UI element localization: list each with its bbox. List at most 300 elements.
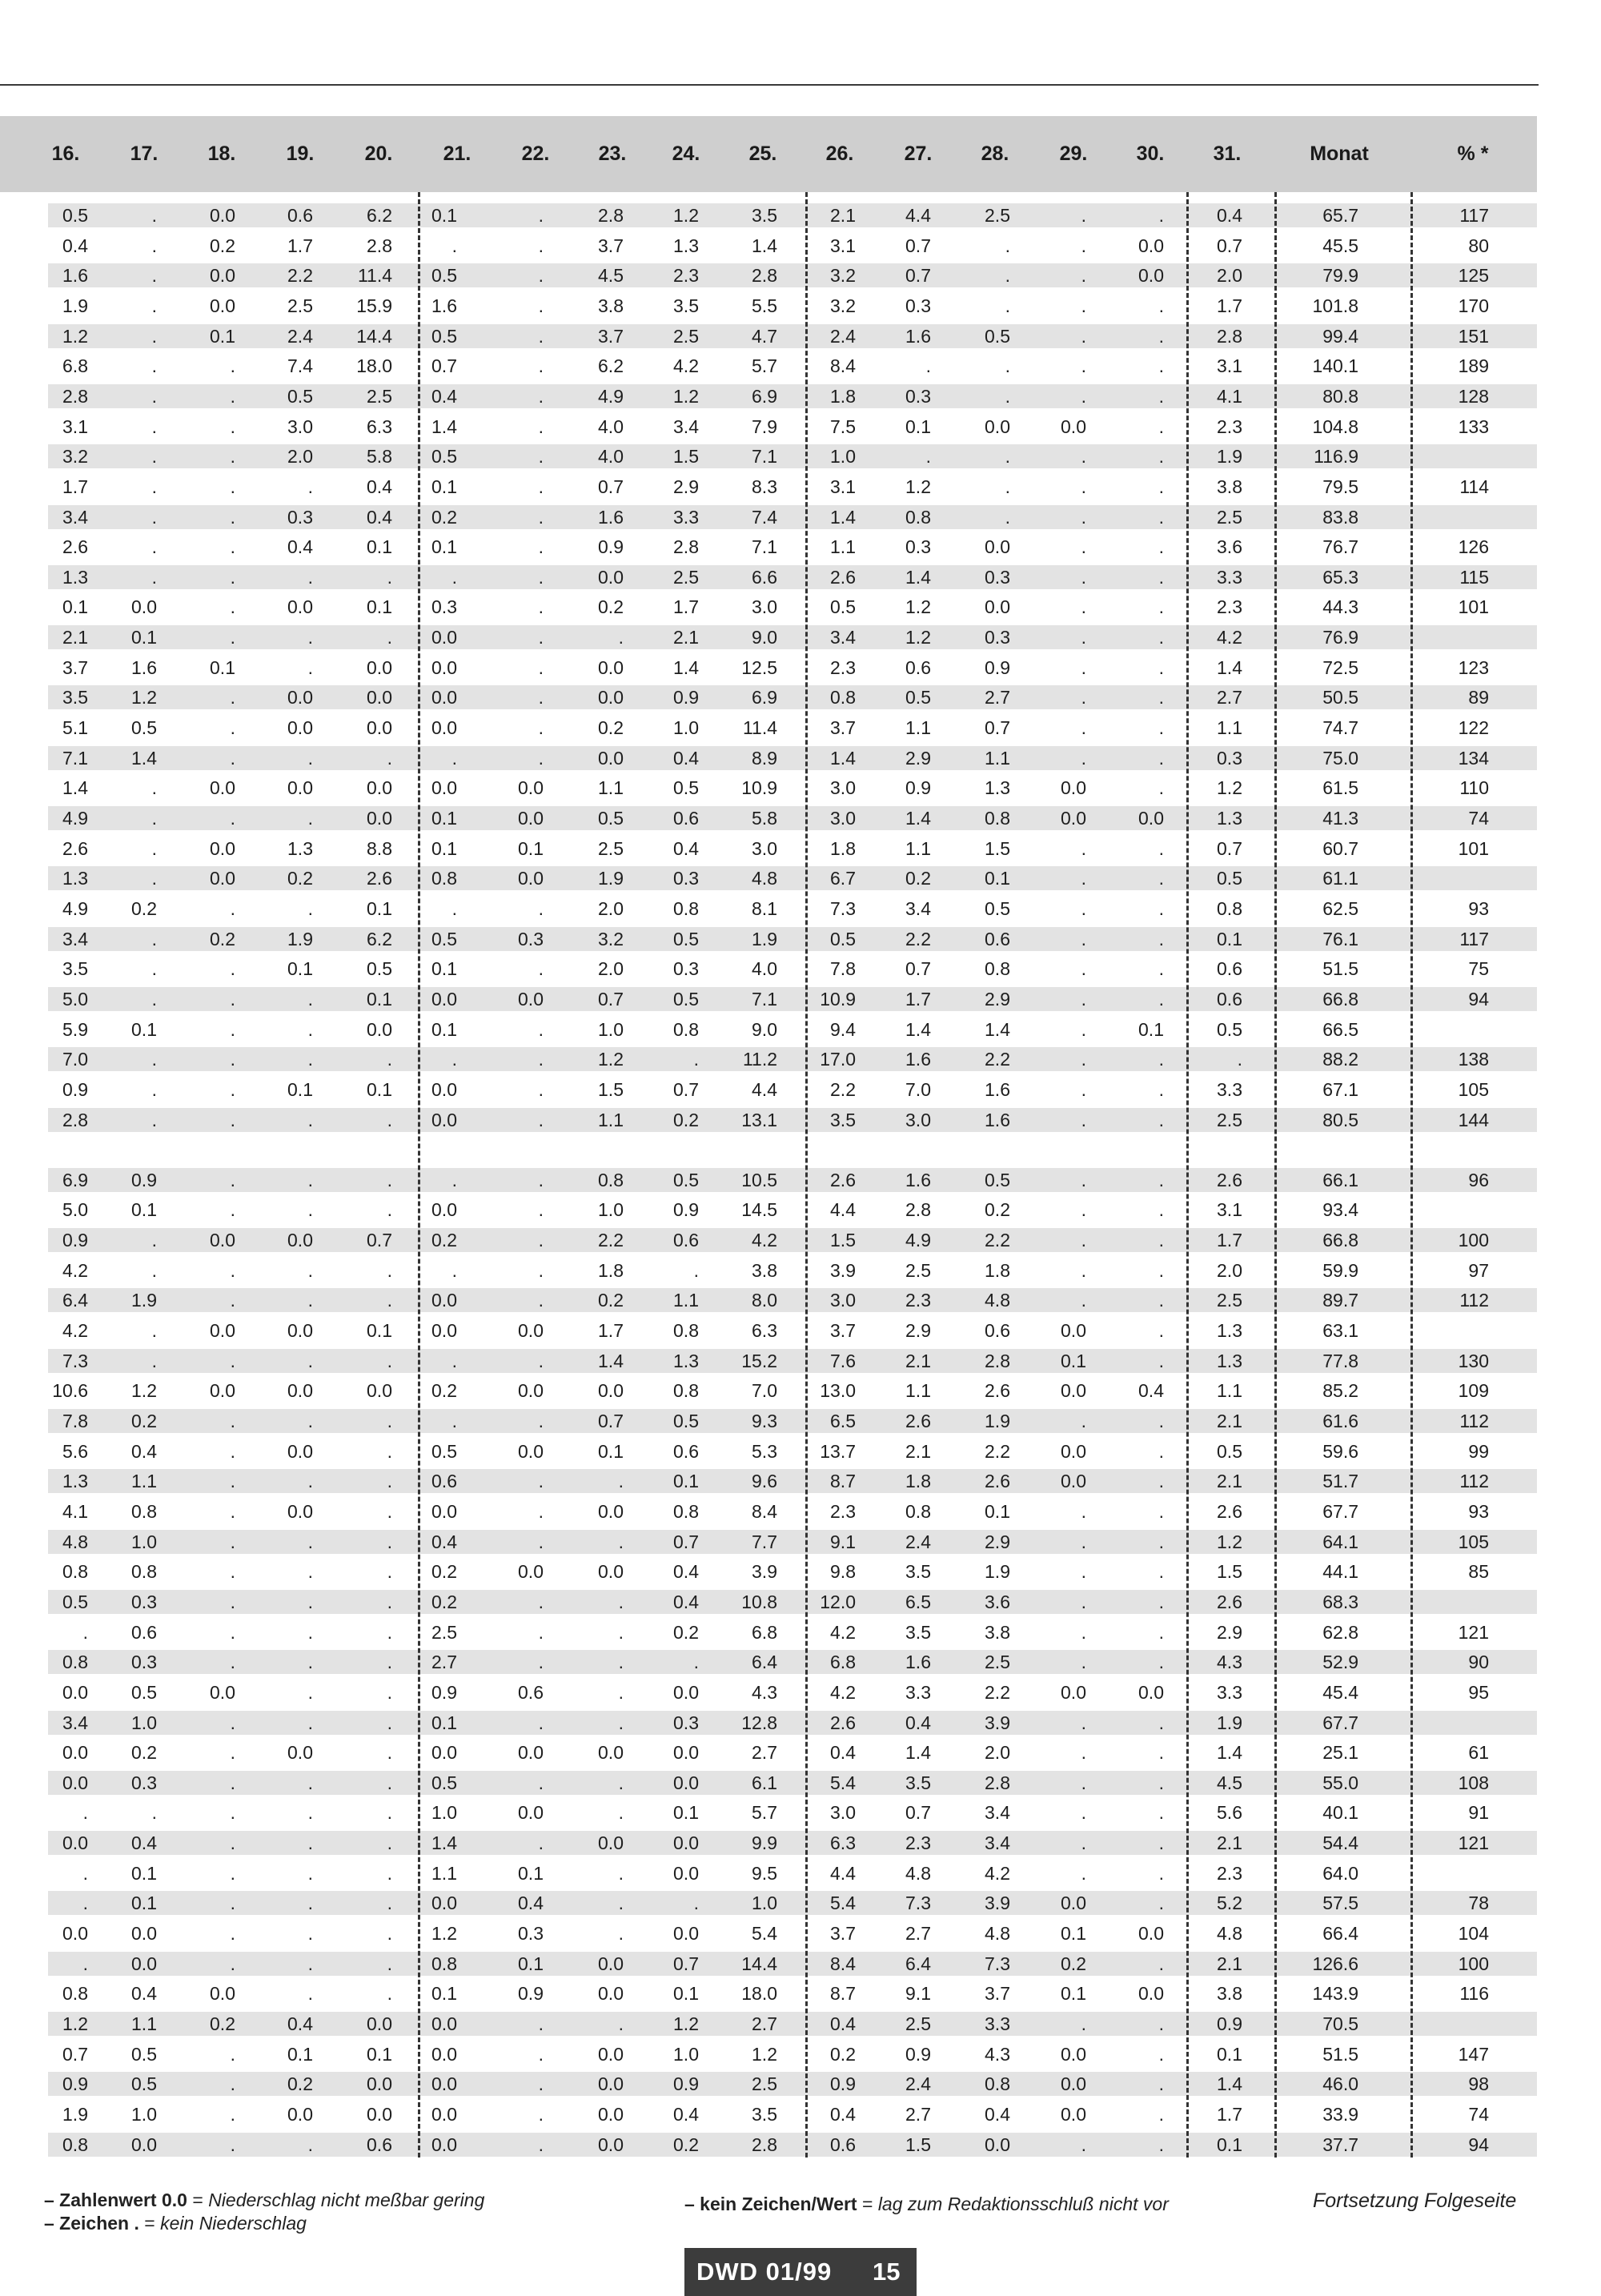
table-cell: 4.1: [1217, 385, 1242, 407]
table-cell: 0.9: [830, 2073, 856, 2095]
table-cell: 1.9: [131, 1290, 157, 1311]
table-cell: 0.0: [431, 2133, 457, 2155]
table-cell: 0.0: [1138, 1681, 1164, 1703]
table-cell: 0.7: [431, 355, 457, 377]
table-cell: 0.7: [598, 988, 624, 1010]
table-cell: 83.8: [1322, 506, 1358, 528]
table-cell: 123: [1458, 656, 1489, 678]
table-cell: .: [1158, 205, 1164, 226]
table-cell: .: [230, 1109, 235, 1130]
table-cell: 60.7: [1322, 837, 1358, 859]
table-cell: 18.0: [356, 355, 392, 377]
table-cell: 1.3: [673, 235, 699, 256]
table-cell: 1.4: [1217, 656, 1242, 678]
table-cell: 134: [1458, 747, 1489, 769]
table-cell: 2.5: [905, 1259, 931, 1281]
table-cell: 2.3: [830, 1500, 856, 1522]
table-cell: .: [307, 1049, 313, 1070]
table-cell: 1.9: [62, 295, 88, 316]
table-cell: 0.0: [210, 777, 235, 799]
table-cell: 0.9: [673, 687, 699, 708]
table-cell: .: [230, 988, 235, 1010]
table-cell: 128: [1458, 385, 1489, 407]
table-cell: 2.8: [62, 385, 88, 407]
table-cell: 0.0: [1061, 1320, 1086, 1342]
table-cell: .: [1158, 1471, 1164, 1492]
table-cell: [1433, 442, 1489, 472]
table-cell: .: [451, 1259, 457, 1281]
table-cell: 0.0: [1138, 265, 1164, 287]
table-cell: 9.1: [830, 1531, 856, 1552]
table-cell: 3.3: [1217, 1681, 1242, 1703]
table-cell: 0.3: [673, 1712, 699, 1733]
table-cell: 1.0: [752, 1893, 777, 1914]
table-cell: 2.6: [1217, 1591, 1242, 1612]
table-cell: 3.8: [598, 295, 624, 316]
table-cell: 1.1: [598, 1109, 624, 1130]
table-cell: 2.0: [1217, 265, 1242, 287]
table-cell: 2.3: [830, 656, 856, 678]
table-cell: .: [151, 958, 157, 980]
table-cell: 0.4: [287, 536, 313, 558]
table-cell: .: [1081, 385, 1086, 407]
table-cell: 54.4: [1322, 1832, 1358, 1854]
table-cell: .: [1158, 1652, 1164, 1673]
table-cell: .: [307, 897, 313, 919]
legend-no-precip-line: [44, 2213, 307, 2234]
table-cell: .: [151, 928, 157, 949]
table-cell: 15.2: [741, 1350, 777, 1371]
table-cell: 91: [1468, 1802, 1489, 1824]
table-cell: .: [230, 1862, 235, 1884]
table-cell: 3.4: [985, 1802, 1010, 1824]
table-cell: .: [618, 1893, 624, 1914]
table-cell: 5.0: [62, 1199, 88, 1221]
legend-eq: =: [192, 2190, 203, 2210]
table-cell: 1.1: [131, 1471, 157, 1492]
table-cell: 0.9: [131, 1169, 157, 1190]
table-cell: .: [538, 1350, 544, 1371]
table-cell: 0.0: [287, 687, 313, 708]
table-cell: 5.7: [752, 1802, 777, 1824]
table-cell: 0.1: [598, 1440, 624, 1462]
table-cell: 0.0: [1061, 1893, 1086, 1914]
table-cell: .: [307, 1923, 313, 1945]
table-cell: 0.9: [673, 1199, 699, 1221]
table-cell: .: [1081, 928, 1086, 949]
table-cell: 1.5: [673, 446, 699, 468]
table-cell: 9.4: [830, 1018, 856, 1040]
table-cell: 0.5: [431, 928, 457, 949]
table-cell: 45.5: [1322, 235, 1358, 256]
table-cell: 6.2: [598, 355, 624, 377]
table-cell: 1.5: [905, 2133, 931, 2155]
table-cell: .: [151, 295, 157, 316]
table-cell: 0.0: [1061, 2073, 1086, 2095]
table-cell: 59.9: [1322, 1259, 1358, 1281]
table-cell: .: [451, 566, 457, 588]
table-cell: 65.7: [1322, 205, 1358, 226]
table-cell: 2.2: [905, 928, 931, 949]
table-cell: 114: [1459, 476, 1489, 497]
table-cell: .: [1005, 506, 1010, 528]
table-cell: .: [1081, 1290, 1086, 1311]
table-cell: 0.4: [367, 476, 392, 497]
table-cell: .: [307, 1621, 313, 1643]
table-cell: .: [1081, 596, 1086, 618]
table-cell: 0.2: [673, 2133, 699, 2155]
table-cell: 115: [1459, 566, 1489, 588]
table-cell: .: [151, 385, 157, 407]
table-cell: .: [307, 1953, 313, 1974]
table-cell: 101: [1458, 596, 1489, 618]
table-cell: 0.0: [1138, 1983, 1164, 2005]
table-cell: 72.5: [1322, 656, 1358, 678]
table-cell: 99: [1468, 1440, 1489, 1462]
table-cell: .: [1158, 1862, 1164, 1884]
table-cell: 1.3: [62, 566, 88, 588]
table-cell: .: [1158, 446, 1164, 468]
table-cell: .: [1158, 958, 1164, 980]
table-cell: .: [230, 536, 235, 558]
table-cell: 2.9: [673, 476, 699, 497]
table-cell: 3.7: [985, 1983, 1010, 2005]
table-cell: 1.4: [673, 656, 699, 678]
table-cell: .: [538, 1500, 544, 1522]
table-cell: 1.9: [985, 1411, 1010, 1431]
table-cell: 0.4: [62, 235, 88, 256]
table-cell: 4.4: [830, 1862, 856, 1884]
table-cell: 0.1: [367, 1320, 392, 1342]
table-cell: 0.5: [431, 265, 457, 287]
table-cell: 2.6: [1217, 1500, 1242, 1522]
table-cell: 7.3: [830, 897, 856, 919]
table-cell: 89.7: [1322, 1290, 1358, 1311]
table-cell: 0.8: [62, 1652, 88, 1673]
table-cell: 0.1: [1217, 928, 1242, 949]
table-cell: 2.6: [985, 1471, 1010, 1492]
table-cell: 2.0: [985, 1742, 1010, 1764]
table-cell: .: [1005, 355, 1010, 377]
table-cell: 52.9: [1322, 1652, 1358, 1673]
table-cell: 7.3: [905, 1893, 931, 1914]
table-cell: 1.6: [985, 1109, 1010, 1130]
table-cell: [1433, 1859, 1489, 1889]
table-cell: 6.8: [62, 355, 88, 377]
table-cell: 0.2: [287, 868, 313, 889]
table-cell: .: [1158, 2133, 1164, 2155]
table-cell: 65.3: [1322, 566, 1358, 588]
table-cell: 1.0: [131, 1712, 157, 1733]
table-cell: .: [230, 1199, 235, 1221]
table-cell: 0.1: [131, 1893, 157, 1914]
table-cell: 0.3: [431, 596, 457, 618]
table-cell: 0.3: [985, 566, 1010, 588]
table-cell: 64.0: [1322, 1862, 1358, 1884]
table-cell: .: [1158, 2043, 1164, 2065]
table-cell: 117: [1459, 928, 1489, 949]
table-cell: 3.5: [905, 1772, 931, 1793]
table-cell: .: [538, 747, 544, 769]
table-cell: .: [387, 1832, 392, 1854]
table-cell: 67.7: [1322, 1712, 1358, 1733]
column-header-3: 18.: [207, 142, 236, 165]
column-header-1: 16.: [51, 142, 80, 165]
table-cell: 108: [1458, 1772, 1489, 1793]
table-cell: 1.7: [1217, 295, 1242, 316]
table-cell: 0.8: [431, 868, 457, 889]
table-cell: .: [151, 777, 157, 799]
table-cell: 7.4: [287, 355, 313, 377]
table-cell: 3.4: [62, 928, 88, 949]
table-cell: 0.0: [1061, 777, 1086, 799]
table-cell: .: [1081, 958, 1086, 980]
table-cell: 14.4: [356, 325, 392, 347]
table-cell: .: [1158, 687, 1164, 708]
table-cell: 0.0: [210, 1320, 235, 1342]
table-cell: 4.9: [905, 1230, 931, 1251]
table-cell: 0.8: [62, 2133, 88, 2155]
table-cell: 3.1: [830, 235, 856, 256]
table-cell: 3.0: [830, 1802, 856, 1824]
table-cell: 4.8: [985, 1923, 1010, 1945]
table-cell: .: [1158, 536, 1164, 558]
table-cell: 3.0: [830, 808, 856, 829]
table-cell: 0.6: [287, 205, 313, 226]
table-cell: 80: [1468, 235, 1489, 256]
table-cell: .: [307, 2133, 313, 2155]
table-cell: .: [1158, 596, 1164, 618]
table-cell: 8.9: [752, 747, 777, 769]
table-cell: .: [1158, 325, 1164, 347]
table-cell: 0.0: [598, 2103, 624, 2125]
table-cell: 2.3: [905, 1290, 931, 1311]
table-cell: .: [82, 1802, 88, 1824]
table-cell: 0.0: [431, 687, 457, 708]
table-cell: 2.6: [905, 1411, 931, 1431]
table-cell: 0.0: [367, 1018, 392, 1040]
table-cell: 4.4: [905, 205, 931, 226]
column-header-14: 29.: [1059, 142, 1088, 165]
table-cell: 0.8: [673, 1018, 699, 1040]
table-cell: 0.5: [1217, 868, 1242, 889]
table-cell: .: [618, 1923, 624, 1945]
table-cell: 1.0: [598, 1199, 624, 1221]
table-cell: 0.3: [673, 868, 699, 889]
table-cell: 85.2: [1322, 1380, 1358, 1402]
table-cell: .: [1158, 506, 1164, 528]
table-cell: 9.1: [905, 1983, 931, 2005]
table-cell: 8.7: [830, 1471, 856, 1492]
table-cell: 2.9: [905, 1320, 931, 1342]
table-cell: .: [307, 808, 313, 829]
table-cell: 2.2: [985, 1230, 1010, 1251]
table-cell: 1.1: [431, 1862, 457, 1884]
table-cell: 0.8: [62, 1983, 88, 2005]
table-cell: .: [387, 1862, 392, 1884]
table-cell: 0.8: [1217, 897, 1242, 919]
table-cell: 0.1: [1061, 1350, 1086, 1371]
table-cell: 41.3: [1322, 808, 1358, 829]
table-cell: 1.3: [1217, 1320, 1242, 1342]
table-cell: .: [1158, 415, 1164, 437]
table-cell: .: [307, 1983, 313, 2005]
table-cell: 0.3: [1217, 747, 1242, 769]
table-cell: 1.0: [431, 1802, 457, 1824]
table-cell: 12.8: [741, 1712, 777, 1733]
table-cell: 1.5: [1217, 1561, 1242, 1583]
table-cell: .: [387, 1893, 392, 1914]
table-cell: .: [538, 476, 544, 497]
table-cell: 1.3: [1217, 808, 1242, 829]
table-cell: .: [538, 536, 544, 558]
table-cell: 11.4: [357, 265, 392, 287]
table-cell: 105: [1458, 1078, 1489, 1100]
table-cell: .: [1158, 1199, 1164, 1221]
table-cell: .: [1237, 1049, 1242, 1070]
table-cell: 2.5: [985, 1652, 1010, 1673]
table-cell: 0.0: [431, 1893, 457, 1914]
table-cell: .: [538, 1230, 544, 1251]
table-cell: 33.9: [1322, 2103, 1358, 2125]
table-cell: 1.6: [431, 295, 457, 316]
table-cell: 66.8: [1322, 988, 1358, 1010]
table-cell: .: [307, 1531, 313, 1552]
table-cell: 6.2: [367, 205, 392, 226]
table-cell: 2.3: [905, 1832, 931, 1854]
table-cell: 0.0: [598, 1832, 624, 1854]
table-cell: 4.8: [905, 1862, 931, 1884]
table-cell: [1433, 623, 1489, 652]
table-cell: 2.4: [287, 325, 313, 347]
table-cell: .: [1081, 1078, 1086, 1100]
table-cell: .: [387, 1652, 392, 1673]
table-cell: [1433, 864, 1489, 893]
table-cell: 0.1: [431, 476, 457, 497]
table-cell: 0.6: [673, 1440, 699, 1462]
table-cell: .: [151, 265, 157, 287]
table-cell: .: [307, 1832, 313, 1854]
table-cell: 1.4: [1217, 2073, 1242, 2095]
table-cell: 7.3: [985, 1953, 1010, 1974]
table-cell: .: [307, 1772, 313, 1793]
table-cell: 2.5: [985, 205, 1010, 226]
table-cell: 0.0: [431, 777, 457, 799]
table-cell: 0.5: [673, 928, 699, 949]
table-cell: 2.1: [1217, 1832, 1242, 1854]
table-cell: .: [307, 1652, 313, 1673]
table-cell: .: [230, 958, 235, 980]
table-cell: .: [387, 1169, 392, 1190]
table-cell: 3.0: [752, 837, 777, 859]
table-cell: 0.0: [985, 536, 1010, 558]
table-cell: .: [1158, 928, 1164, 949]
table-cell: .: [1158, 1953, 1164, 1974]
table-cell: 0.0: [210, 265, 235, 287]
table-cell: .: [307, 1018, 313, 1040]
table-cell: 2.8: [367, 235, 392, 256]
table-cell: .: [538, 2043, 544, 2065]
table-cell: 0.2: [985, 1199, 1010, 1221]
table-cell: 4.3: [985, 2043, 1010, 2065]
table-cell: .: [538, 235, 544, 256]
table-cell: 0.1: [431, 808, 457, 829]
table-cell: 0.0: [131, 596, 157, 618]
table-cell: 0.0: [210, 1681, 235, 1703]
table-cell: 140.1: [1312, 355, 1358, 377]
table-cell: 0.1: [1217, 2133, 1242, 2155]
table-cell: .: [307, 566, 313, 588]
table-cell: 4.3: [1217, 1652, 1242, 1673]
table-cell: 2.6: [1217, 1169, 1242, 1190]
table-cell: 4.8: [62, 1531, 88, 1552]
table-cell: 0.9: [985, 656, 1010, 678]
table-cell: .: [1081, 1018, 1086, 1040]
table-cell: 0.8: [673, 897, 699, 919]
table-cell: 2.0: [287, 446, 313, 468]
table-cell: 105: [1458, 1531, 1489, 1552]
table-cell: 0.0: [431, 1109, 457, 1130]
table-cell: .: [1081, 1259, 1086, 1281]
table-cell: .: [1081, 205, 1086, 226]
table-cell: .: [1158, 1169, 1164, 1190]
table-cell: [1433, 1195, 1489, 1225]
table-cell: .: [618, 1652, 624, 1673]
table-cell: .: [307, 1290, 313, 1311]
table-cell: 0.0: [598, 2133, 624, 2155]
table-cell: 0.7: [598, 476, 624, 497]
table-cell: 46.0: [1322, 2073, 1358, 2095]
table-cell: 2.9: [905, 747, 931, 769]
table-cell: .: [538, 1712, 544, 1733]
table-cell: 2.5: [1217, 506, 1242, 528]
table-cell: .: [1081, 1591, 1086, 1612]
table-cell: .: [307, 1471, 313, 1492]
table-cell: 3.9: [985, 1712, 1010, 1733]
table-cell: 2.7: [752, 1742, 777, 1764]
table-cell: 0.2: [598, 1290, 624, 1311]
table-cell: 0.1: [367, 897, 392, 919]
table-cell: .: [151, 415, 157, 437]
table-cell: 5.7: [752, 355, 777, 377]
table-cell: 117: [1459, 205, 1489, 226]
table-cell: 100: [1458, 1953, 1489, 1974]
column-divider: [1410, 192, 1413, 2158]
table-cell: .: [1081, 1802, 1086, 1824]
table-cell: 0.2: [598, 717, 624, 739]
table-cell: 3.9: [752, 1561, 777, 1583]
table-cell: 2.2: [287, 265, 313, 287]
table-cell: 0.2: [1061, 1953, 1086, 1974]
table-cell: 0.1: [518, 1862, 544, 1884]
table-cell: 144: [1458, 1109, 1489, 1130]
table-cell: .: [387, 1531, 392, 1552]
table-cell: 1.1: [905, 1380, 931, 1402]
table-cell: 110: [1459, 777, 1489, 799]
table-cell: 7.5: [830, 415, 856, 437]
table-cell: 0.7: [62, 2043, 88, 2065]
table-cell: 121: [1458, 1832, 1489, 1854]
table-cell: .: [1158, 1320, 1164, 1342]
table-cell: 3.7: [598, 325, 624, 347]
table-cell: 6.3: [752, 1320, 777, 1342]
table-cell: 1.0: [131, 1531, 157, 1552]
table-cell: 0.4: [673, 837, 699, 859]
table-cell: 2.6: [985, 1380, 1010, 1402]
table-cell: .: [1158, 1561, 1164, 1583]
table-cell: .: [1158, 656, 1164, 678]
table-cell: .: [230, 1259, 235, 1281]
